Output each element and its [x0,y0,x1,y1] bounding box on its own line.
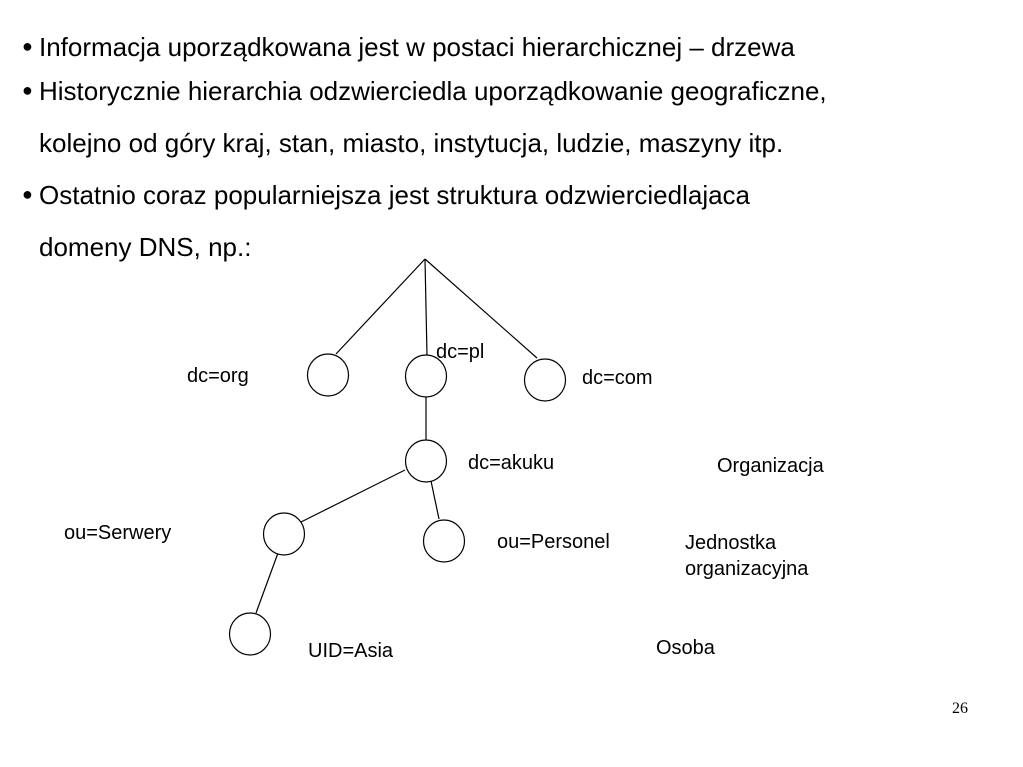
tree-edges [256,259,537,613]
legend-organizacja: Organizacja [717,455,824,477]
label-ou-serwery: ou=Serwery [64,522,172,544]
legend-osoba: Osoba [656,637,715,659]
node-akuku-circle [406,440,447,482]
bullet-3-line-1: Ostatnio coraz popularniejsza jest struktura odzwierciedlajaca [39,180,751,210]
label-dc-akuku: dc=akuku [468,452,555,474]
edge-akuku-personel [431,481,439,519]
node-com-circle [525,359,566,401]
node-asia-circle [230,613,271,655]
bullet-1-line-1: Informacja uporządkowana jest w postaci hierarchicznej – drzewa [39,32,795,62]
node-serwery-circle [264,513,305,555]
bullet-dot-icon: ● [22,80,33,100]
bullet-dot-icon: ● [22,184,33,204]
bullet-dot-icon: ● [22,36,33,56]
edge-root-org [336,259,425,354]
bullet-2-line-1: Historycznie hierarchia odzwierciedla uporządkowanie geograficzne, [39,76,827,106]
label-dc-com: dc=com [582,367,653,389]
page-number: 26 [952,700,968,717]
label-dc-pl: dc=pl [436,341,485,363]
label-dc-org: dc=org [187,365,249,387]
bullet-3-line-2: domeny DNS, np.: [39,232,252,262]
legend-jednostka-line-2: organizacyjna [685,558,809,580]
label-uid-asia: UID=Asia [308,640,394,662]
edge-serwery-asia [256,553,278,613]
node-personel-circle [424,520,465,562]
label-ou-personel: ou=Personel [497,531,610,553]
edge-akuku-serwery [301,470,405,522]
tree-nodes [230,354,566,655]
legend-jednostka-line-1: Jednostka [685,532,777,554]
node-org-circle [308,354,349,396]
edge-root-pl [425,259,427,356]
tree-node-labels [64,341,653,662]
bullet-2-line-2: kolejno od góry kraj, stan, miasto, instytucja, ludzie, maszyny itp. [39,128,784,158]
